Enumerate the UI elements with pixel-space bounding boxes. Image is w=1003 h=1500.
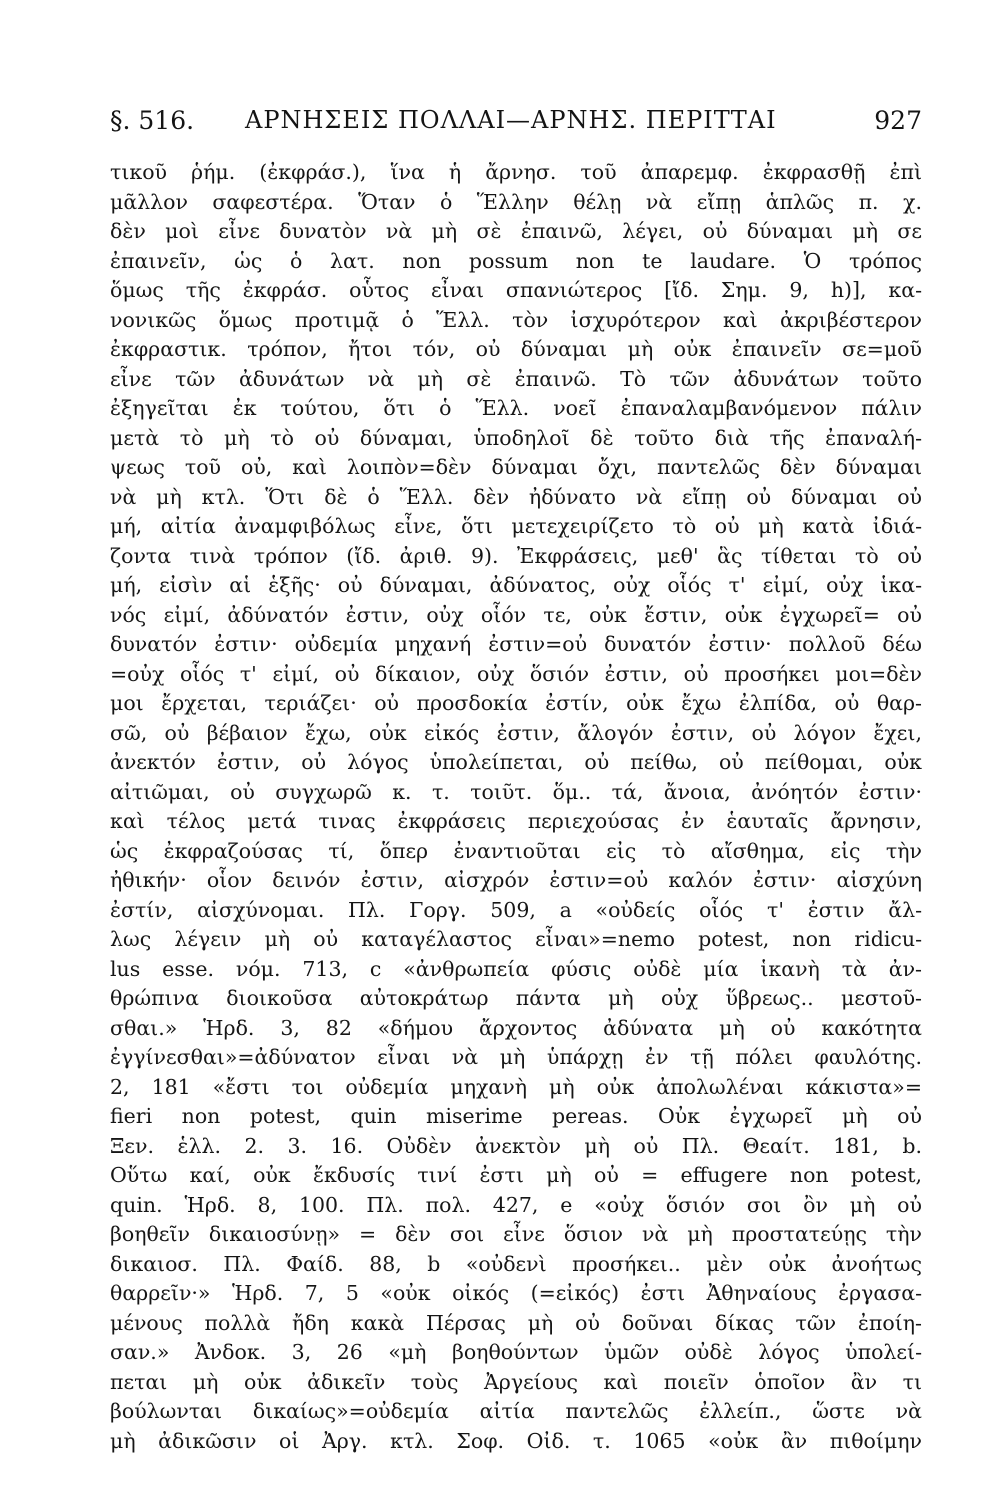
text-line: ψεως τοῦ οὐ, καὶ λοιπὸν=δὲν δύναμαι ὄχι, παντελῶς δὲν δύναμαι [110, 455, 922, 479]
text-line: σαν.» Ἀνδοκ. 3, 26 «μὴ βοηθούντων ὑμῶν οὐδὲ λόγος ὑπολεί- [110, 1340, 922, 1364]
text-line: Ξεν. ἑλλ. 2. 3. 16. Οὐδὲν ἀνεκτὸν μὴ οὐ Πλ. Θεαίτ. 181, b. [110, 1133, 922, 1158]
text-line: θρώπινα διοικοῦσα αὐτοκράτωρ πάντα μὴ οὐχ ὕβρεως.. μεστοῦ- [110, 986, 922, 1010]
text-line: ἀνεκτόν ἐστιν, οὐ λόγος ὑπολείπεται, οὐ πείθω, οὐ πείθομαι, οὐκ [110, 750, 922, 774]
section-number: §. 516. [110, 106, 195, 135]
text-line: μὴ ἀδικῶσιν οἱ Ἀργ. κτλ. Σοφ. Οἰδ. τ. 1065 «οὐκ ἂν πιθοίμην [110, 1428, 922, 1453]
text-line: μοι ἔρχεται, τεριάζει· οὐ προσδοκία ἐστίν, οὐκ ἔχω ἐλπίδα, οὐ θαρ- [110, 691, 922, 715]
text-line: 2, 181 «ἔστι τοι οὐδεμία μηχανὴ μὴ οὐκ ἀπολωλέναι κάκιστα»= [110, 1074, 922, 1099]
text-line: λως λέγειν μὴ οὐ καταγέλαστος εἶναι»=nemo potest, non ridicu- [110, 927, 922, 951]
text-line: Οὕτω καί, οὐκ ἔκδυσίς τινί ἐστι μὴ οὐ = effugere non potest, [110, 1163, 922, 1187]
text-line: μή, εἰσὶν αἱ ἑξῆς· οὐ δύναμαι, ἀδύνατος, οὐχ οἷός τ' εἰμί, οὐχ ἱκα- [110, 573, 922, 597]
text-line: βοηθεῖν δικαιοσύνῃ» = δὲν σοι εἶνε ὅσιον νὰ μὴ προστατεύῃς τὴν [110, 1222, 922, 1246]
text-line: σῶ, οὐ βέβαιον ἔχω, οὐκ εἰκός ἐστιν, ἄλογόν ἐστιν, οὐ λόγον ἔχει, [110, 720, 922, 745]
text-line: ἐξηγεῖται ἐκ τούτου, ὅτι ὁ Ἕλλ. νοεῖ ἐπαναλαμβανόμενον πάλιν [110, 396, 922, 420]
text-line: αἰτιῶμαι, οὐ συγχωρῶ κ. τ. τοιῦτ. ὅμ.. τά, ἄνοια, ἀνόητόν ἐστιν· [110, 779, 922, 804]
text-line: ζοντα τινὰ τρόπον (ἴδ. ἀριθ. 9). Ἐκφράσεις, μεθ' ἃς τίθεται τὸ οὐ [110, 543, 922, 568]
text-line: ὅμως τῆς ἐκφράσ. οὗτος εἶναι σπανιώτερος [ἴδ. Σημ. 9, h)], κα- [110, 278, 922, 302]
text-line: πεται μὴ οὐκ ἀδικεῖν τοὺς Ἀργείους καὶ ποιεῖν ὁποῖον ἂν τι [110, 1369, 922, 1394]
text-line: ἐστίν, αἰσχύνομαι. Πλ. Γοργ. 509, a «οὐδείς οἷός τ' ἐστιν ἄλ- [110, 897, 922, 922]
text-line: =οὐχ οἷός τ' εἰμί, οὐ δίκαιον, οὐχ ὅσιόν ἐστιν, οὐ προσήκει μοι=δὲν [110, 661, 922, 686]
text-line: νὰ μὴ κτλ. Ὅτι δὲ ὁ Ἕλλ. δὲν ἠδύνατο νὰ εἴπῃ οὐ δύναμαι οὐ [110, 484, 922, 509]
text-line: νονικῶς ὅμως προτιμᾷ ὁ Ἕλλ. τὸν ἰσχυρότερον καὶ ἀκριβέστερον [110, 307, 922, 332]
running-header [110, 100, 922, 148]
text-line: δικαιοσ. Πλ. Φαίδ. 88, b «οὐδενὶ προσήκει.. μὲν οὐκ ἀνοήτως [110, 1251, 922, 1276]
body-text [110, 158, 922, 1456]
text-line: μετὰ τὸ μὴ τὸ οὐ δύναμαι, ὑποδηλοῖ δὲ τοῦτο διὰ τῆς ἐπαναλή- [110, 425, 922, 450]
text-line: ἠθικήν· οἷον δεινόν ἐστιν, αἰσχρόν ἐστιν=οὐ καλόν ἐστιν· αἰσχύνη [110, 868, 922, 892]
text-line: θαρρεῖν·» Ἡρδ. 7, 5 «οὐκ οἰκός (=εἰκός) ἐστι Ἀθηναίους ἐργασα- [110, 1281, 922, 1305]
text-line: νός εἰμί, ἀδύνατόν ἐστιν, οὐχ οἷόν τε, οὐκ ἔστιν, οὐκ ἐγχωρεῖ= οὐ [110, 602, 922, 627]
text-line: fieri non potest, quin miserime pereas. Οὐκ ἐγχωρεῖ μὴ οὐ [110, 1104, 922, 1128]
text-line: μᾶλλον σαφεστέρα. Ὅταν ὁ Ἕλλην θέλῃ νὰ εἴπῃ ἁπλῶς π. χ. [110, 189, 922, 214]
text-line: μένους πολλὰ ἤδη κακὰ Πέρσας μὴ οὐ δοῦναι δίκας τῶν ἐποίη- [110, 1310, 922, 1335]
text-line: δυνατόν ἐστιν· οὐδεμία μηχανή ἐστιν=οὐ δυνατόν ἐστιν· πολλοῦ δέω [110, 632, 922, 656]
running-title: ΑΡΝΗΣΕΙΣ ΠΟΛΛΑΙ—ΑΡΝΗΣ. ΠΕΡΙΤΤΑΙ [245, 106, 777, 134]
text-line: ἐκφραστικ. τρόπον, ἤτοι τόν, οὐ δύναμαι μὴ οὐκ ἐπαινεῖν σε=μοῦ [110, 337, 922, 361]
text-line: τικοῦ ῥήμ. (ἐκφράσ.), ἵνα ἡ ἄρνησ. τοῦ ἀπαρεμφ. ἐκφρασθῇ ἐπὶ [110, 160, 922, 184]
text-line: ἐγγίνεσθαι»=ἀδύνατον εἶναι νὰ μὴ ὑπάρχῃ ἐν τῇ πόλει φαυλότης. [110, 1045, 922, 1069]
text-line: εἶνε τῶν ἀδυνάτων νὰ μὴ σὲ ἐπαινῶ. Τὸ τῶν ἀδυνάτων τοῦτο [110, 366, 922, 391]
text-line: quin. Ἡρδ. 8, 100. Πλ. πολ. 427, e «οὐχ ὅσιόν σοι ὂν μὴ οὐ [110, 1192, 922, 1217]
text-line: ἐπαινεῖν, ὡς ὁ λατ. non possum non te laudare. Ὁ τρόπος [110, 248, 922, 273]
text-line: σθαι.» Ἡρδ. 3, 82 «δήμου ἄρχοντος ἀδύνατα μὴ οὐ κακότητα [110, 1015, 922, 1040]
text-line: ὡς ἐκφραζούσας τί, ὅπερ ἐναντιοῦται εἰς τὸ αἴσθημα, εἰς τὴν [110, 838, 922, 863]
text-line: μή, αἰτία ἀναμφιβόλως εἶνε, ὅτι μετεχειρίζετο τὸ οὐ μὴ κατὰ ἰδιά- [110, 514, 922, 538]
text-line: lus esse. νόμ. 713, c «ἀνθρωπεία φύσις οὐδὲ μία ἱκανὴ τὰ ἀν- [110, 956, 922, 981]
text-line: καὶ τέλος μετά τινας ἐκφράσεις περιεχούσας ἐν ἑαυταῖς ἄρνησιν, [110, 809, 922, 833]
page-number: 927 [874, 106, 922, 135]
text-line: βούλωνται δικαίως»=οὐδεμία αἰτία παντελῶς ἐλλείπ., ὥστε νὰ [110, 1399, 922, 1423]
text-line: δὲν μοὶ εἶνε δυνατὸν νὰ μὴ σὲ ἐπαινῶ, λέγει, οὐ δύναμαι μὴ σε [110, 219, 922, 243]
